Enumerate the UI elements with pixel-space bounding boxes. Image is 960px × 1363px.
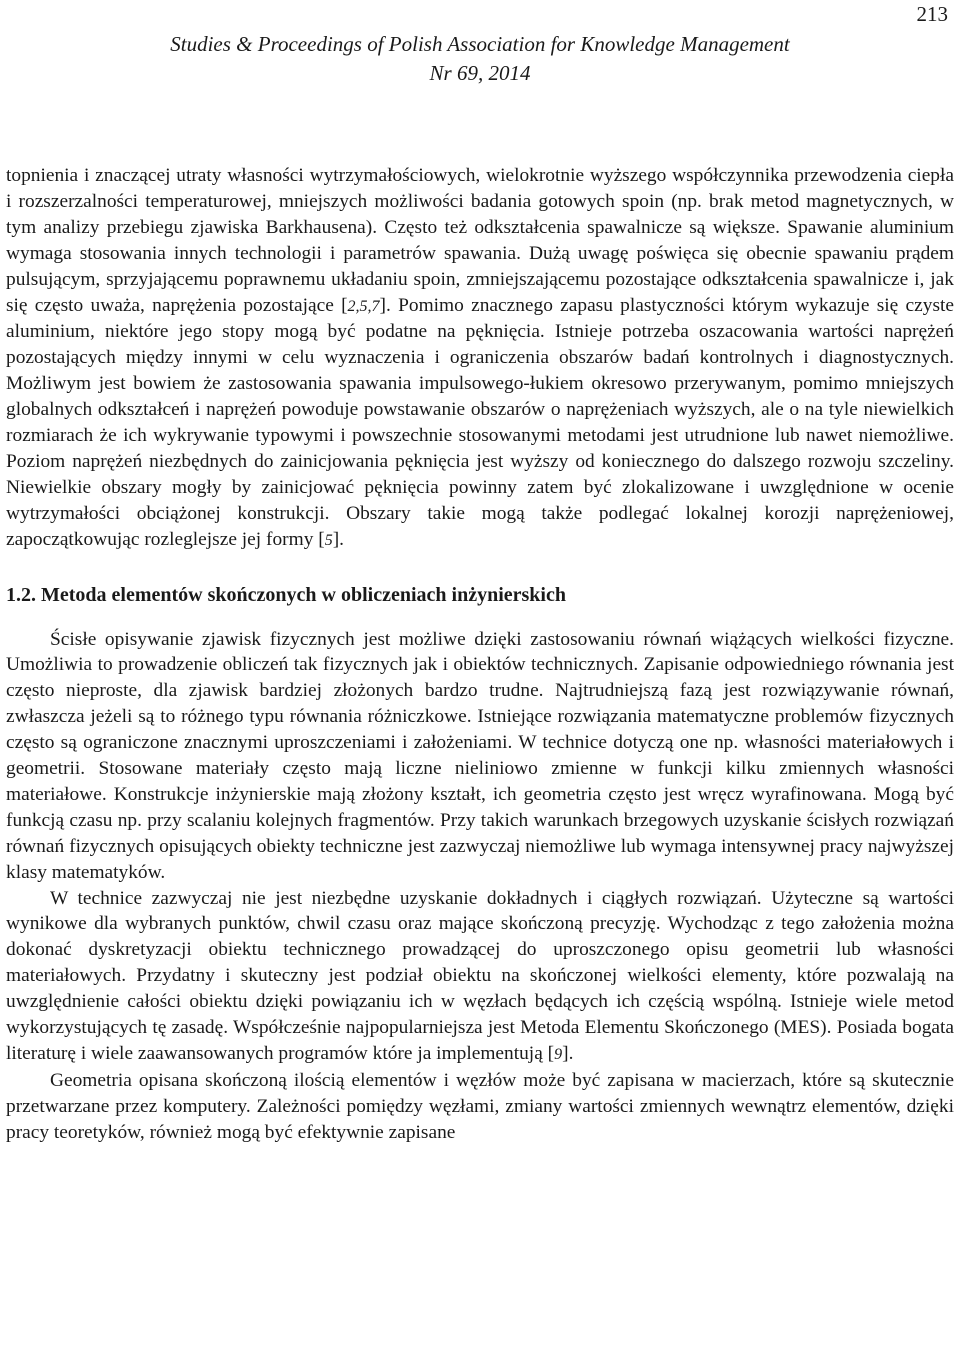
section-heading: 1.2. Metoda elementów skończonych w obliczeniach inżynierskich xyxy=(6,583,566,606)
paragraph-1-text-b: ]. Pomimo znacznego zapasu plastyczności którym wykazuje się czyste aluminium, niektóre jego stopy mogą być podatne na pęknięcia. Istnieje potrzeba oszacowania wartości naprężeń pozostających między innymi w celu wyznaczenia i ograniczenia obszarów badań kontrolnych i diagnostycznych. Możliwym jest bowiem że zastosowania spawania impulsowego-łukiem okresowo przerywanym, pomimo mniejszych globalnych odkształceń i naprężeń powoduje powstawanie obszarów o naprężeniach wyższych, ale o na tyle niewielkich rozmiarach że ich wykrywanie typowymi i powszechnie stosowanymi metodami jest utrudnione lub nawet niemożliwe. Poziom naprężeń niezbędnych do zainicjowania pęknięcia jest wyższy od koniecznego do dalszego rozwoju szczeliny. Niewielkie obszary mogły by zainicjować pęknięcia powinny zatem być zlokalizowane i uwzględnione w ocenie wytrzymałości obciążonej konstrukcji. Obszary takie mogą także podlegać lokalnej korozji naprężeniowej, zapoczątkowując rozleglejsze jej formy [ xyxy=(6,294,954,550)
paragraph-1-text-a: topnienia i znaczącej utraty własności wytrzymałościowych, wielokrotnie wyższego współczynnika przewodzenia ciepła i rozszerzalności temperaturowej, mniejszych możliwości badania gotowych spoin (np. brak metod magnetycznych, w tym analizy przebiegu zjawiska Barkhausena). Często też odkształcenia spawalnicze są większe. Spawanie aluminium wymaga stosowania innych technologii i parametrów spawania. Dużą uwagę poświęca się obecnie spawaniu prądem pulsującym, sprzyjającemu poprawnemu układaniu spoin, zmniejszającemu pozostające odkształcenia spawalnicze i, jak się często uważa, naprężenia pozostające [ xyxy=(6,165,954,316)
paragraph-3-text-b: ]. xyxy=(562,1043,574,1064)
paragraph-4: Geometria opisana skończoną ilością elementów i węzłów może być zapisana w macierzach, które są skutecznie przetwarzane przez komputery. Zależności pomiędzy węzłami, zmiany wartości zmiennych wewnątrz elementów, dzięki pracy teoretyków, również mogą być efektywnie zapisane xyxy=(6,1069,954,1143)
page-number: 213 xyxy=(916,2,948,26)
paragraph-3 xyxy=(6,886,954,1068)
paragraph-1 xyxy=(6,163,954,554)
paragraph-3-text-a: W technice zazwyczaj nie jest niezbędne uzyskanie dokładnych i ciągłych rozwiązań. Użyteczne są wartości wynikowe dla wybranych punktów, chwil czasu oraz mające skończoną precyzję. Wychodząc z tego założenia można dokonać dyskretyzacji obiektu technicznego prowadzącej do uproszczonego opisu geometrii lub własności materiałowych. Przydatny i skuteczny jest podział obiektu na skończonej wielkości elementy, które pozwalają na uwzględnienie całości obiektu dzięki powiązaniu ich w węzłach będących ich częścią wspólną. Istnieje wiele metod wykorzystujących tę zasadę. Współcześnie najpopularniejsza jest Metoda Elementu Skończonego (MES). Posiada bogata literaturę i wiele zaawansowanych programów które ja implementują [ xyxy=(6,887,954,1064)
citation: 2,5,7 xyxy=(347,297,380,315)
citation: 5 xyxy=(324,531,333,549)
journal-title: Studies & Proceedings of Polish Association for Knowledge Management xyxy=(170,32,790,56)
running-header xyxy=(0,30,960,88)
journal-issue: Nr 69, 2014 xyxy=(429,61,531,85)
paragraph-2: Ścisłe opisywanie zjawisk fizycznych jest możliwe dzięki zastosowaniu równań wiążących wielkości fizyczne. Umożliwia to prowadzenie obliczeń tak fizycznych jak i obiektów technicznych. Zapisanie odpowiedniego równania jest często nieproste, dla zjawisk bardziej złożonych bardzo trudne. Najtrudniejszą fazą jest rozwiązywanie równań, zwłaszcza jeżeli są to różnego typu równania różniczkowe. Istniejące rozwiązania matematyczne problemów fizycznych często są ograniczone znacznymi uproszczeniami i założeniami. W technice dotyczą one np. własności materiałowych i geometrii. Stosowane materiały często mają liczne nieliniowo zmienne w funkcji kilku zmiennych własności materiałowe. Konstrukcje inżynierskie mają złożony kształt, ich geometria często jest wręcz wyrafinowana. Mogą być funkcją czasu np. przy scalaniu kolejnych fragmentów. Przy takich warunkach brzegowych uzyskanie ścisłych rozwiązań równań fizycznych opisujących obiekty techniczne jest zazwyczaj niemożliwe lub wymaga intensywnej pracy najwyższej klasy matematyków. xyxy=(6,628,954,883)
article-body xyxy=(6,163,954,1146)
paragraph-1-text-c: ]. xyxy=(332,528,345,550)
citation: 9 xyxy=(554,1046,563,1063)
